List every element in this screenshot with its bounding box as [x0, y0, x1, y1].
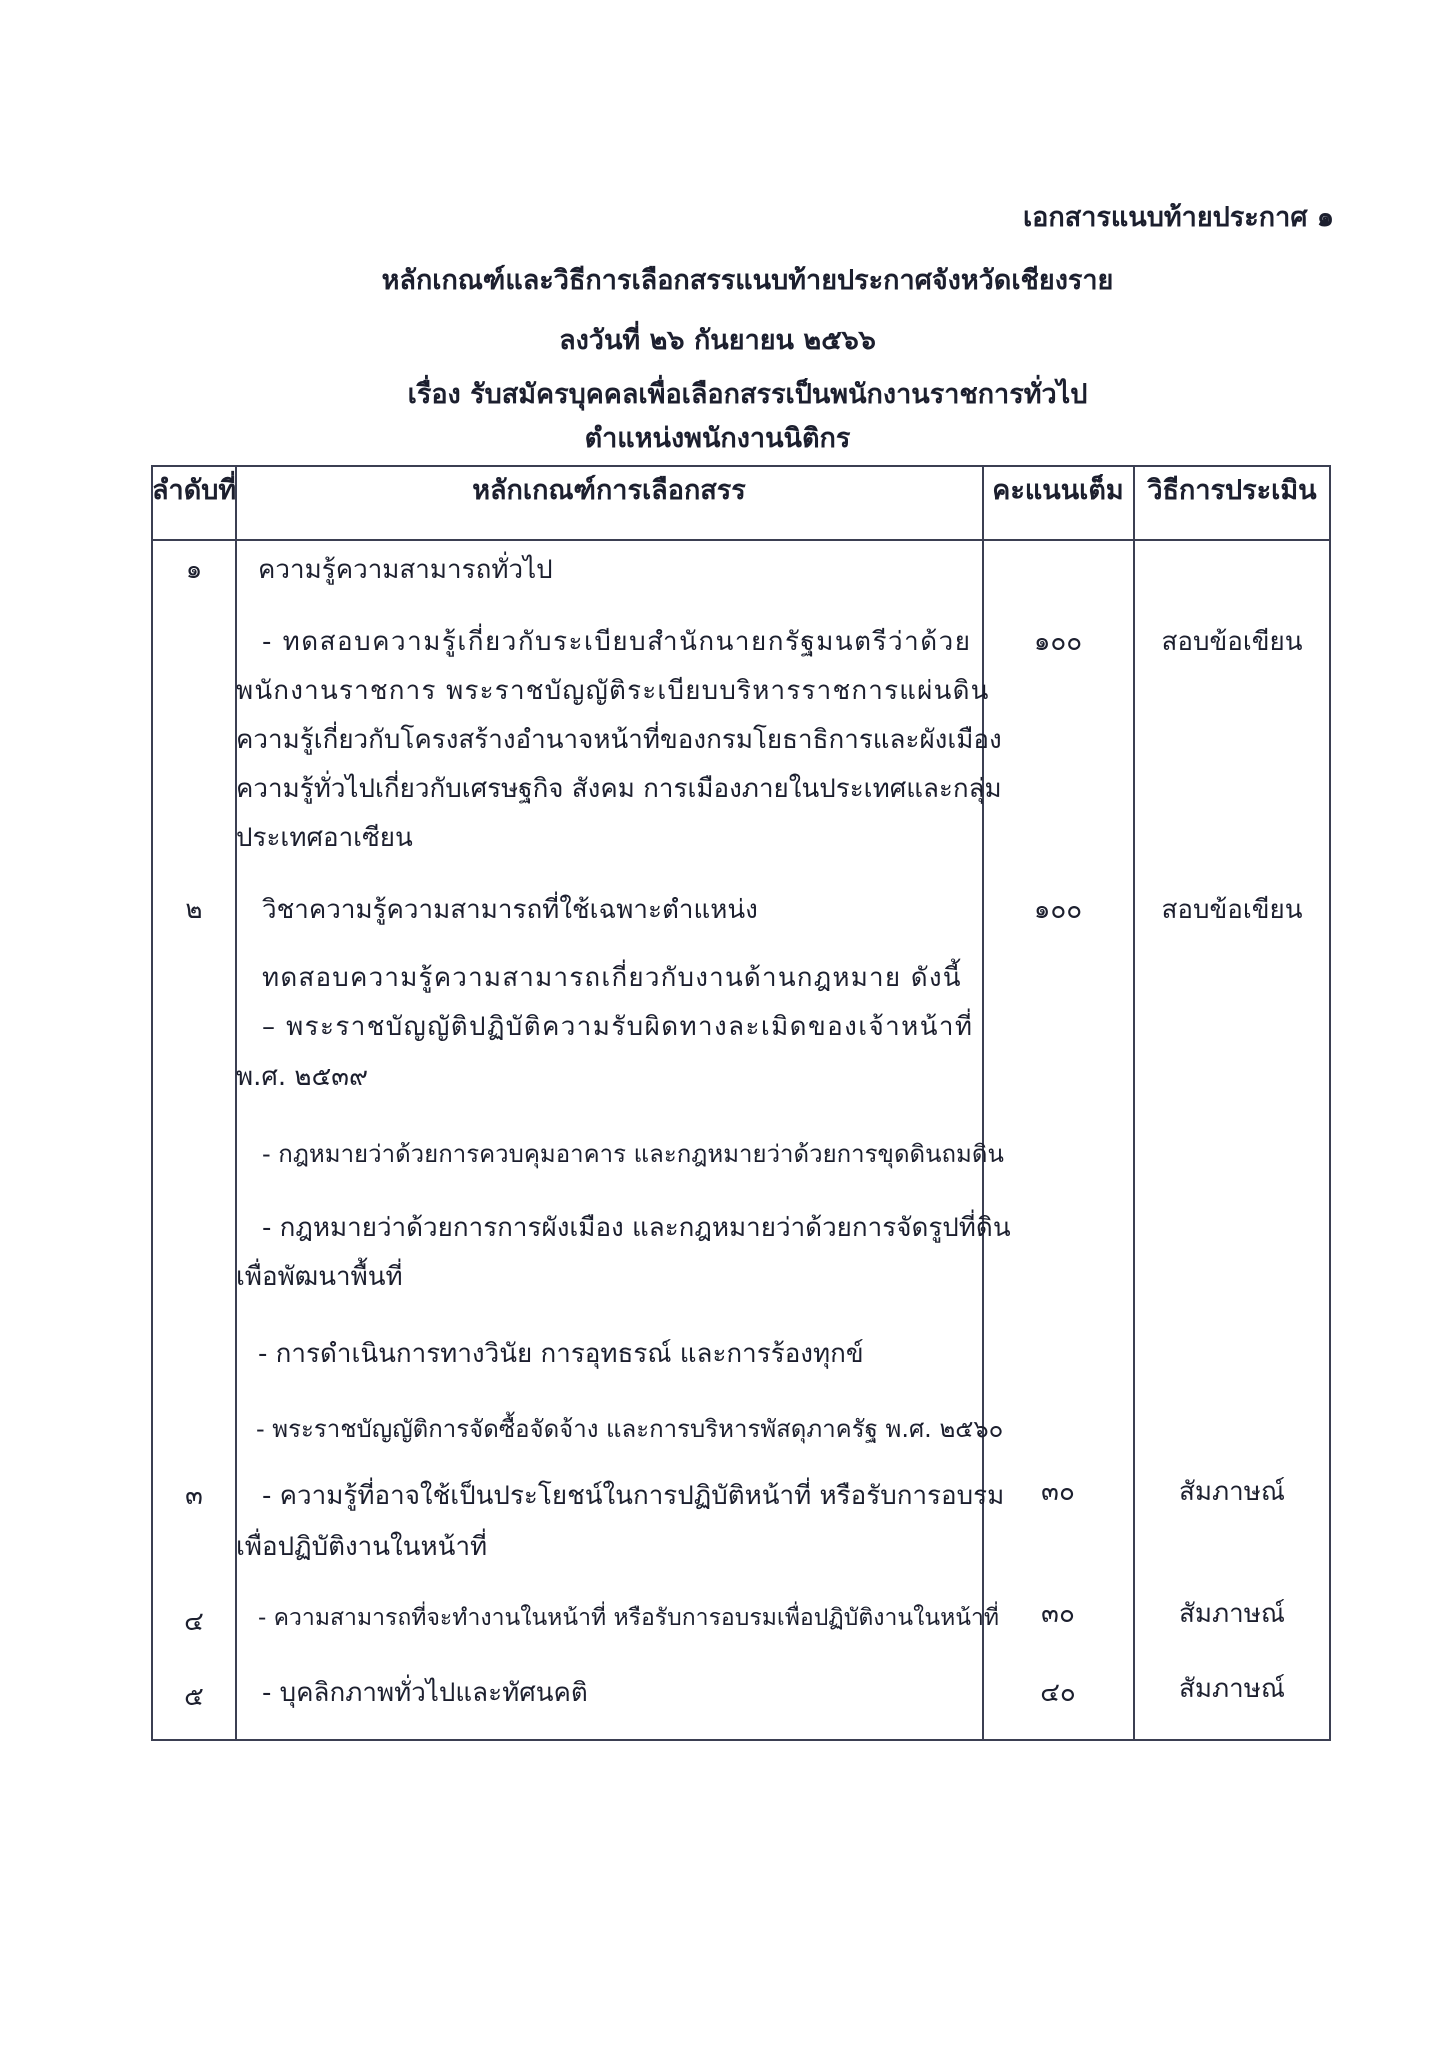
row-2-item-3: - กฎหมายว่าด้วยการการผังเมือง และกฎหมายว่าด้วยการจัดรูปที่ดิน [262, 1213, 1011, 1243]
table-top-border [151, 465, 1331, 467]
column-header-no: ลำดับที่ [152, 475, 237, 506]
table-bottom-border [151, 1739, 1331, 1741]
column-header-criteria: หลักเกณฑ์การเลือกสรร [472, 475, 746, 506]
row-4-method: สัมภาษณ์ [1178, 1599, 1285, 1629]
row-5-score: ๔๐ [1040, 1678, 1076, 1708]
row-2-number: ๒ [185, 895, 203, 925]
row-1-line-1: - ทดสอบความรู้เกี่ยวกับระเบียบสำนักนายกรัฐมนตรีว่าด้วย [262, 627, 972, 657]
row-3-score: ๓๐ [1041, 1477, 1075, 1507]
row-2-item-1: – พระราชบัญญัติปฏิบัติความรับผิดทางละเมิดของเจ้าหน้าที่ [262, 1012, 974, 1042]
row-1-line-5: ประเทศอาเซียน [236, 823, 413, 853]
row-2-item-3-cont: เพื่อพัฒนาพื้นที่ [236, 1262, 403, 1292]
document-title: หลักเกณฑ์และวิธีการเลือกสรรแนบท้ายประกาศจังหวัดเชียงราย [381, 265, 1114, 296]
row-2-score: ๑๐๐ [1033, 895, 1083, 925]
row-4-score: ๓๐ [1041, 1599, 1075, 1629]
row-4-line-1: - ความสามารถที่จะทำงานในหน้าที่ หรือรับการอบรมเพื่อปฏิบัติงานในหน้าที่ [258, 1605, 1000, 1631]
row-2-item-4: - การดำเนินการทางวินัย การอุทธรณ์ และการร้องทุกข์ [258, 1339, 864, 1369]
row-1-line-3: ความรู้เกี่ยวกับโครงสร้างอำนาจหน้าที่ของกรมโยธาธิการและผังเมือง [236, 725, 1002, 755]
position-line: ตำแหน่งพนักงานนิติกร [584, 423, 851, 454]
table-header-divider [151, 539, 1331, 541]
row-5-line-1: - บุคลิกภาพทั่วไปและทัศนคติ [262, 1678, 588, 1708]
row-5-number: ๕ [184, 1682, 204, 1712]
row-3-method: สัมภาษณ์ [1178, 1477, 1285, 1507]
row-1-heading: ความรู้ความสามารถทั่วไป [258, 555, 553, 585]
row-2-item-1-cont: พ.ศ. ๒๕๓๙ [236, 1062, 369, 1092]
row-2-method: สอบข้อเขียน [1161, 895, 1303, 925]
row-2-intro: ทดสอบความรู้ความสามารถเกี่ยวกับงานด้านกฎหมาย ดังนี้ [262, 963, 962, 993]
row-1-line-4: ความรู้ทั่วไปเกี่ยวกับเศรษฐกิจ สังคม การเมืองภายในประเทศและกลุ่ม [236, 774, 1002, 804]
subject-line: เรื่อง รับสมัครบุคคลเพื่อเลือกสรรเป็นพนักงานราชการทั่วไป [407, 379, 1088, 410]
row-1-number: ๑ [185, 555, 203, 585]
column-header-method: วิธีการประเมิน [1147, 475, 1317, 506]
row-2-item-5: - พระราชบัญญัติการจัดซื้อจัดจ้าง และการบริหารพัสดุภาครัฐ พ.ศ. ๒๕๖๐ [256, 1415, 1004, 1443]
row-3-line-1: - ความรู้ที่อาจใช้เป็นประโยชน์ในการปฏิบัติหน้าที่ หรือรับการอบรม [262, 1481, 1005, 1511]
row-4-number: ๔ [184, 1607, 204, 1637]
document-label: เอกสารแนบท้ายประกาศ ๑ [1022, 202, 1334, 233]
row-3-number: ๓ [185, 1481, 203, 1511]
date-line: ลงวันที่ ๒๖ กันยายน ๒๕๖๖ [559, 325, 876, 356]
row-2-item-2: - กฎหมายว่าด้วยการควบคุมอาคาร และกฎหมายว่าด้วยการขุดดินถมดิน [262, 1140, 1004, 1168]
row-2-heading: วิชาความรู้ความสามารถที่ใช้เฉพาะตำแหน่ง [262, 895, 758, 925]
row-1-line-2: พนักงานราชการ พระราชบัญญัติระเบียบบริหารราชการแผ่นดิน [236, 676, 990, 706]
column-header-score: คะแนนเต็ม [992, 475, 1124, 506]
table-left-border [151, 465, 153, 1741]
row-1-method: สอบข้อเขียน [1161, 627, 1303, 657]
row-5-method: สัมภาษณ์ [1178, 1674, 1285, 1704]
row-3-line-2: เพื่อปฏิบัติงานในหน้าที่ [236, 1532, 488, 1562]
row-1-score: ๑๐๐ [1033, 627, 1083, 657]
